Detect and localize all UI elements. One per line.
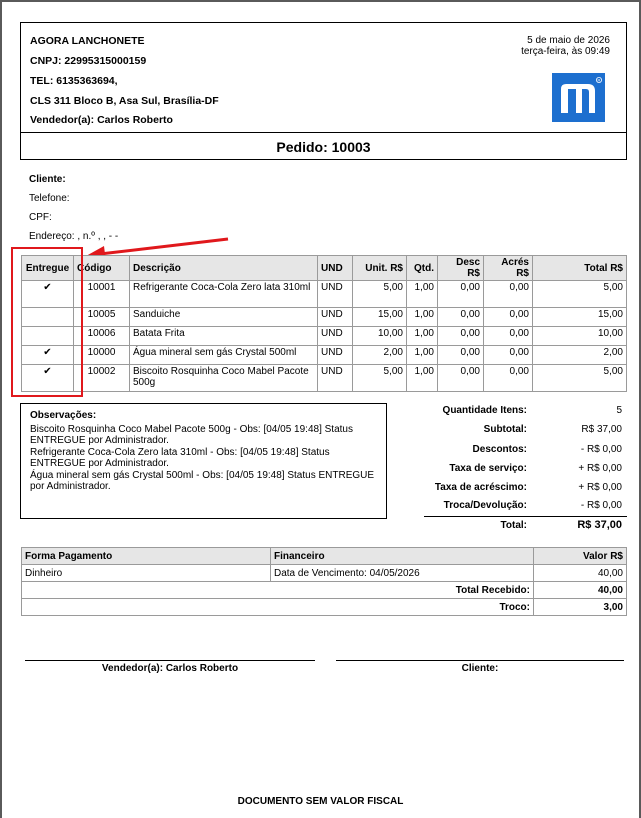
exchange-return-label: Troca/Devolução: bbox=[443, 500, 527, 511]
item-description: Sanduiche bbox=[130, 308, 318, 327]
item-unit-price: 10,00 bbox=[353, 327, 407, 346]
seller-name: Vendedor(a): Carlos Roberto bbox=[30, 114, 173, 126]
seller-signature-line bbox=[25, 660, 315, 661]
col-financial: Financeiro bbox=[271, 548, 534, 565]
client-phone-label: Telefone: bbox=[29, 193, 70, 204]
col-unit: UND bbox=[318, 256, 353, 281]
client-address-label: Endereço: , n.º , , - - bbox=[29, 231, 119, 242]
delivered-column-highlight bbox=[11, 247, 83, 397]
total-received-label: Total Recebido: bbox=[22, 582, 534, 599]
client-cpf-label: CPF: bbox=[29, 212, 52, 223]
company-logo bbox=[552, 73, 605, 122]
item-qty: 1,00 bbox=[407, 281, 438, 308]
delivered-check-icon: ✔ bbox=[22, 365, 74, 392]
observation-line: Refrigerante Coca-Cola Zero lata 310ml - Obs: [04/05 19:48] Status ENTREGUE por Administrador. bbox=[30, 446, 330, 469]
col-code: Código bbox=[74, 256, 130, 281]
item-unit: UND bbox=[318, 281, 353, 308]
header-divider bbox=[21, 132, 626, 133]
item-addition: 0,00 bbox=[484, 346, 533, 365]
table-row bbox=[22, 281, 627, 308]
payment-header-row bbox=[22, 548, 627, 565]
seller-signature-label: Vendedor(a): Carlos Roberto bbox=[101, 663, 239, 674]
table-row bbox=[22, 346, 627, 365]
item-addition: 0,00 bbox=[484, 308, 533, 327]
item-total: 5,00 bbox=[533, 281, 627, 308]
col-value: Valor R$ bbox=[534, 548, 627, 565]
item-unit-price: 2,00 bbox=[353, 346, 407, 365]
item-qty: 1,00 bbox=[407, 308, 438, 327]
items-count-label: Quantidade Itens: bbox=[442, 405, 527, 416]
delivered-check-icon: ✔ bbox=[22, 281, 74, 308]
company-phone: TEL: 6135363694, bbox=[30, 75, 118, 87]
table-row bbox=[22, 599, 627, 616]
items-header-row bbox=[22, 256, 627, 281]
col-description: Descrição bbox=[130, 256, 318, 281]
company-address: CLS 311 Bloco B, Asa Sul, Brasília-DF bbox=[30, 95, 219, 107]
client-name-label: Cliente: bbox=[29, 174, 66, 185]
payment-due-date: Data de Vencimento: 04/05/2026 bbox=[271, 565, 534, 582]
item-addition: 0,00 bbox=[484, 281, 533, 308]
col-payment-method: Forma Pagamento bbox=[22, 548, 271, 565]
delivered-check-icon: ✔ bbox=[22, 346, 74, 365]
items-body bbox=[22, 281, 627, 392]
item-description: Biscoito Rosquinha Coco Mabel Pacote 500g bbox=[130, 365, 318, 392]
table-row bbox=[22, 565, 627, 582]
table-row bbox=[22, 365, 627, 392]
items-table bbox=[21, 255, 627, 392]
item-discount: 0,00 bbox=[438, 308, 484, 327]
item-total: 2,00 bbox=[533, 346, 627, 365]
item-total: 5,00 bbox=[533, 365, 627, 392]
service-fee-label: Taxa de serviço: bbox=[449, 463, 527, 474]
svg-text:R: R bbox=[597, 77, 601, 83]
service-fee-value: + R$ 0,00 bbox=[578, 463, 622, 474]
col-delivered: Entregue bbox=[22, 256, 74, 281]
discounts-value: - R$ 0,00 bbox=[580, 444, 622, 455]
company-name: AGORA LANCHONETE bbox=[30, 35, 145, 47]
company-cnpj: CNPJ: 22995315000159 bbox=[30, 55, 147, 67]
totals-divider bbox=[424, 516, 627, 517]
change-value: 3,00 bbox=[534, 599, 627, 616]
observation-line: Água mineral sem gás Crystal 500ml - Obs: [04/05 19:48] Status ENTREGUE por Administrador. bbox=[30, 469, 375, 492]
table-row bbox=[22, 308, 627, 327]
item-description: Refrigerante Coca-Cola Zero lata 310ml bbox=[130, 281, 318, 308]
item-addition: 0,00 bbox=[484, 327, 533, 346]
exchange-return-value: - R$ 0,00 bbox=[580, 500, 622, 511]
item-unit: UND bbox=[318, 308, 353, 327]
item-unit-price: 5,00 bbox=[353, 281, 407, 308]
col-unit-price: Unit. R$ bbox=[353, 256, 407, 281]
item-code: 10006 bbox=[74, 327, 130, 346]
observations-title: Observações: bbox=[30, 410, 97, 421]
item-code: 10002 bbox=[74, 365, 130, 392]
item-total: 15,00 bbox=[533, 308, 627, 327]
item-discount: 0,00 bbox=[438, 327, 484, 346]
order-title: Pedido: 10003 bbox=[276, 139, 371, 155]
table-row bbox=[22, 582, 627, 599]
col-total: Total R$ bbox=[533, 256, 627, 281]
subtotal-value: R$ 37,00 bbox=[581, 424, 622, 435]
total-received-value: 40,00 bbox=[534, 582, 627, 599]
item-unit-price: 15,00 bbox=[353, 308, 407, 327]
total-label: Total: bbox=[500, 520, 527, 531]
order-date: 5 de maio de 2026 bbox=[527, 35, 610, 46]
observations-box bbox=[20, 403, 387, 519]
col-addition: Acrés R$ bbox=[484, 256, 533, 281]
item-unit: UND bbox=[318, 365, 353, 392]
item-qty: 1,00 bbox=[407, 327, 438, 346]
header-box bbox=[20, 22, 627, 160]
item-total: 10,00 bbox=[533, 327, 627, 346]
client-signature-label: Cliente: bbox=[461, 663, 499, 674]
discounts-label: Descontos: bbox=[472, 444, 527, 455]
change-label: Troco: bbox=[22, 599, 534, 616]
item-qty: 1,00 bbox=[407, 346, 438, 365]
col-qty: Qtd. bbox=[407, 256, 438, 281]
order-weekday-time: terça-feira, às 09:49 bbox=[521, 46, 610, 57]
item-unit-price: 5,00 bbox=[353, 365, 407, 392]
footer-notice: DOCUMENTO SEM VALOR FISCAL bbox=[237, 796, 404, 807]
client-signature-line bbox=[336, 660, 624, 661]
surcharge-label: Taxa de acréscimo: bbox=[434, 482, 527, 493]
payment-table bbox=[21, 547, 627, 616]
observation-line: Biscoito Rosquinha Coco Mabel Pacote 500g - Obs: [04/05 19:48] Status ENTREGUE por Administrador. bbox=[30, 423, 353, 446]
payment-value: 40,00 bbox=[534, 565, 627, 582]
item-discount: 0,00 bbox=[438, 346, 484, 365]
item-unit: UND bbox=[318, 327, 353, 346]
items-count-value: 5 bbox=[616, 405, 622, 416]
item-qty: 1,00 bbox=[407, 365, 438, 392]
subtotal-label: Subtotal: bbox=[483, 424, 527, 435]
table-row bbox=[22, 327, 627, 346]
item-discount: 0,00 bbox=[438, 365, 484, 392]
receipt-page bbox=[2, 2, 639, 818]
surcharge-value: + R$ 0,00 bbox=[578, 482, 622, 493]
item-code: 10001 bbox=[74, 281, 130, 308]
item-unit: UND bbox=[318, 346, 353, 365]
item-description: Batata Frita bbox=[130, 327, 318, 346]
item-code: 10000 bbox=[74, 346, 130, 365]
col-discount: Desc R$ bbox=[438, 256, 484, 281]
item-description: Água mineral sem gás Crystal 500ml bbox=[130, 346, 318, 365]
item-code: 10005 bbox=[74, 308, 130, 327]
total-value: R$ 37,00 bbox=[577, 519, 622, 531]
payment-method: Dinheiro bbox=[22, 565, 271, 582]
item-discount: 0,00 bbox=[438, 281, 484, 308]
item-addition: 0,00 bbox=[484, 365, 533, 392]
